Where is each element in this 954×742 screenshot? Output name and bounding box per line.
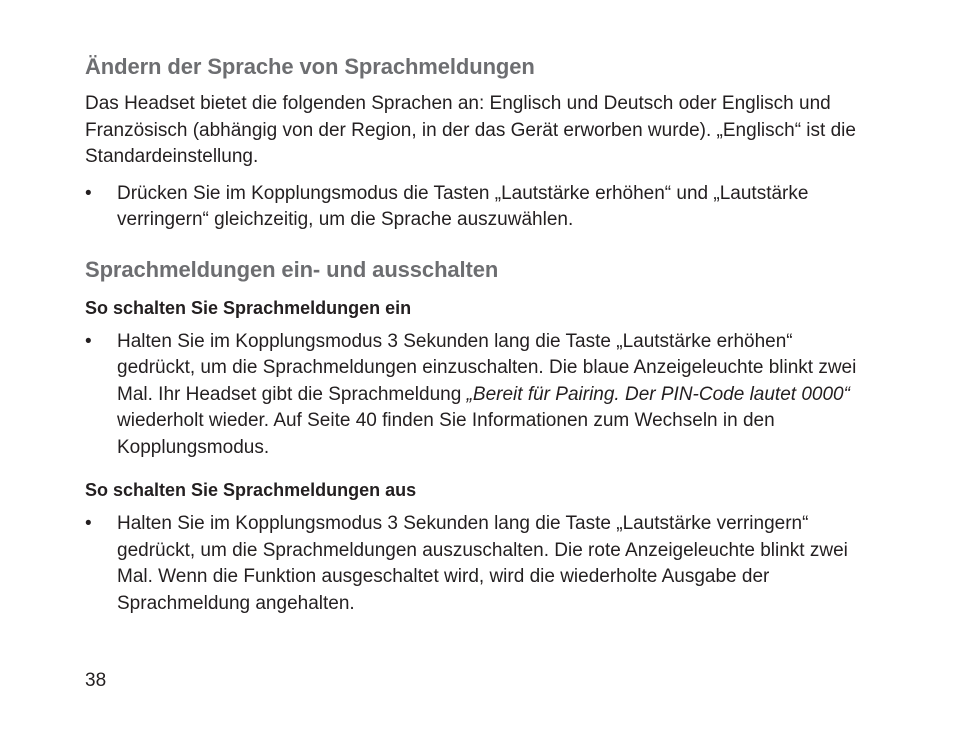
section-heading-language: Ändern der Sprache von Sprachmeldungen bbox=[85, 54, 535, 79]
bullet-marker: • bbox=[85, 330, 92, 352]
list-item-text: Halten Sie im Kopplungsmodus 3 Sekunden lang die Taste „Lautstärke verringern“ gedrückt, um die Sprachmeldungen auszuschalten. Die rote Anzeigeleuchte blinkt zwei Mal. Wenn die Funktion ausgeschaltet wird, wird die wiederholte Ausgabe der Sprachmeldung angehalten. bbox=[117, 513, 848, 614]
voice-prompt-quote: „Bereit für Pairing. Der PIN-Code lautet 0000“ bbox=[466, 383, 850, 405]
bullet-marker: • bbox=[85, 513, 92, 534]
text-part: wiederholt wieder. Auf Seite 40 finden Sie Informationen zum Wechseln in den Kopplungsmodus. bbox=[117, 410, 775, 458]
subheading-turn-off: So schalten Sie Sprachmeldungen aus bbox=[85, 480, 417, 500]
list-item-text bbox=[117, 329, 875, 462]
subheading-turn-on: So schalten Sie Sprachmeldungen ein bbox=[85, 297, 412, 318]
text-part: Halten Sie im Kopplungsmodus 3 Sekunden lang die Taste „Lautstärke erhöhen“ gedrückt, um die Sprachmeldungen einzuschalten. Die blaue Anzeigeleuchte blinkt zwei Mal. Ihr Headset gibt die Sprachmeldung bbox=[117, 330, 857, 405]
list-item-select-language bbox=[85, 181, 875, 234]
page-number: 38 bbox=[85, 670, 107, 691]
list-item-text: Drücken Sie im Kopplungsmodus die Tasten „Lautstärke erhöhen“ und „Lautstärke verringern“ gleichzeitig, um die Sprache auszuwählen. bbox=[117, 182, 809, 230]
bullet-marker: • bbox=[85, 182, 92, 204]
list-item-turn-off bbox=[85, 511, 875, 617]
section-heading-toggle: Sprachmeldungen ein- und ausschalten bbox=[85, 256, 499, 282]
list-item-turn-on bbox=[85, 329, 875, 462]
intro-paragraph: Das Headset bietet die folgenden Sprachen an: Englisch und Deutsch oder Englisch und Französisch (abhängig von der Region, in der das Gerät erworben wurde). „Englisch“ ist die Standardeinstellung. bbox=[85, 93, 856, 167]
manual-page bbox=[85, 52, 875, 617]
